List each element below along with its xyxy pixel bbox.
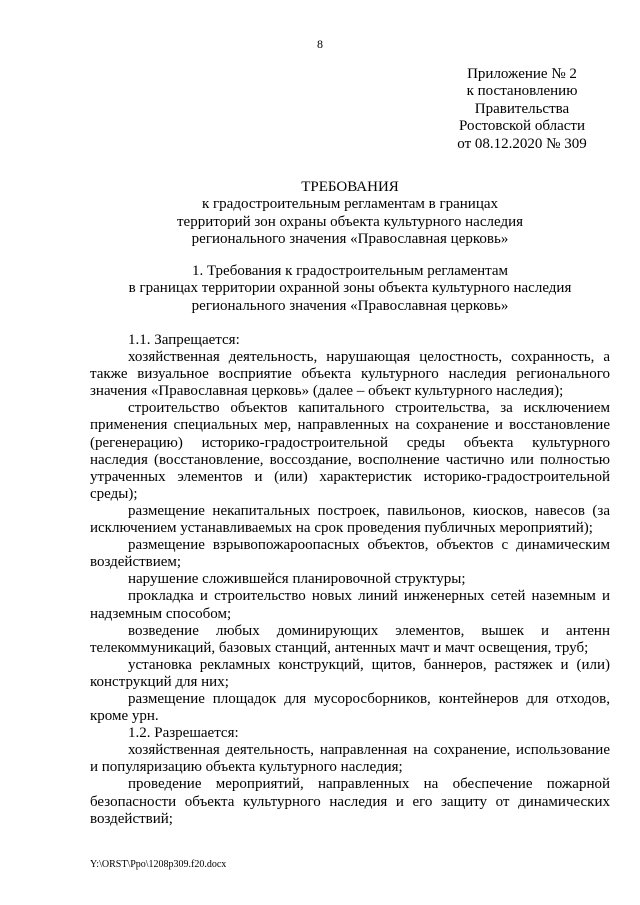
document-title [90, 179, 610, 249]
appendix-line: Правительства [474, 100, 570, 117]
subsection-heading: 1.2. Разрешается: [128, 725, 239, 742]
paragraph: нарушение сложившейся планировочной структуры; [128, 571, 466, 588]
paragraph: проведение мероприятий, направленных на обеспечение пожарной безопасности объекта культурного наследия и его защиту от динамических воздействий; [90, 776, 610, 827]
appendix-line: к постановлению [466, 83, 578, 100]
paragraph: хозяйственная деятельность, нарушающая целостность, сохранность, а также визуальное восприятие объекта культурного наследия регионального значения «Православная церковь» (далее – объект культурного наследия); [90, 349, 610, 400]
title-line: территорий зон охраны объекта культурного наследия [177, 213, 523, 230]
paragraph: установка рекламных конструкций, щитов, баннеров, растяжек и (или) конструкций для них; [90, 656, 610, 690]
appendix-line: Ростовской области [459, 118, 585, 135]
section-heading-line: в границах территории охранной зоны объекта культурного наследия [128, 280, 572, 297]
appendix-line: от 08.12.2020 № 309 [457, 135, 587, 152]
paragraph: размещение взрывопожароопасных объектов, объектов с динамическим воздействием; [90, 537, 610, 571]
section-heading [90, 263, 610, 315]
paragraph: размещение некапитальных построек, павильонов, киосков, навесов (за исключением устанавливаемых на срок проведения публичных мероприятий); [90, 502, 610, 537]
paragraph: возведение любых доминирующих элементов, вышек и антенн телекоммуникаций, базовых станций, антенных мачт и мачт освещения, труб; [90, 622, 610, 656]
title-line: к градостроительным регламентам в границах [201, 196, 499, 213]
appendix-line: Приложение № 2 [467, 66, 577, 82]
title-heading: ТРЕБОВАНИЯ [301, 179, 399, 195]
appendix-block [452, 66, 592, 153]
section-heading-line: 1. Требования к градостроительным регламентам [191, 263, 509, 279]
subsection-heading: 1.1. Запрещается: [128, 332, 240, 348]
paragraph: хозяйственная деятельность, направленная на сохранение, использование и популяризацию объекта культурного наследия; [90, 742, 610, 776]
page-number: 8 [317, 37, 323, 51]
file-path-footer: Y:\ORST\Ppo\1208p309.f20.docx [90, 859, 227, 870]
title-line: регионального значения «Православная церковь» [191, 231, 509, 248]
paragraph: прокладка и строительство новых линий инженерных сетей наземным и надземным способом; [90, 588, 610, 622]
body-text [90, 332, 610, 828]
paragraph: строительство объектов капитального строительства, за исключением применения специальных мер, направленных на сохранение и восстановление (регенерацию) историко-градостроительной среды объекта культурного наследия (восстановление, воссоздание, восполнение частично или полностью утраченных элементов и (или) характеристик историко-градостроительной среды); [90, 400, 610, 502]
section-heading-line: регионального значения «Православная церковь» [191, 297, 509, 314]
paragraph: размещение площадок для мусоросборников, контейнеров для отходов, кроме урн. [90, 690, 610, 725]
